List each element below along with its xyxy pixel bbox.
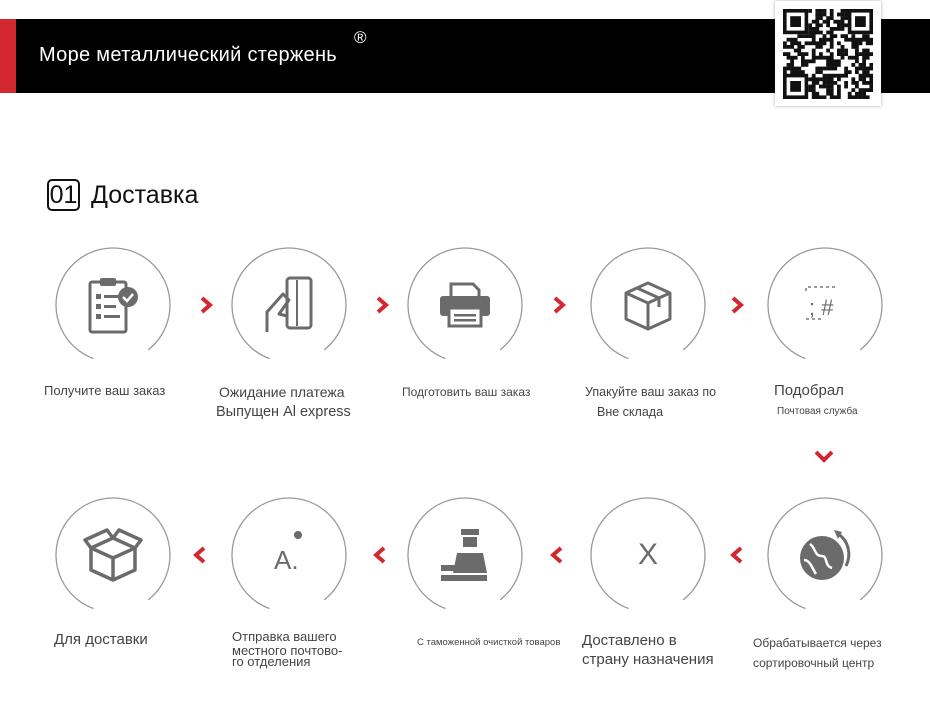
step-awaiting-payment <box>231 247 347 363</box>
post-office-text: A. <box>274 545 299 575</box>
chevron-right-icon <box>730 296 744 314</box>
step-for-delivery <box>55 497 171 613</box>
chevron-left-icon <box>550 546 564 564</box>
step-picked-up <box>767 247 883 363</box>
customs-officer-icon <box>407 497 523 613</box>
step-label: Обрабатывается через <box>753 636 882 650</box>
chevron-right-icon <box>552 296 566 314</box>
chevron-left-icon <box>730 546 744 564</box>
step-sublabel: местного почтово- <box>232 643 343 658</box>
step-sublabel: Вне склада <box>597 405 664 419</box>
step-pack-order <box>590 247 706 363</box>
step-label: Подготовить ваш заказ <box>402 385 531 399</box>
chevron-right-icon <box>199 296 213 314</box>
banner-accent-stripe <box>0 19 16 93</box>
package-box-icon <box>590 247 706 363</box>
step-delivered-country <box>590 497 706 613</box>
globe-icon <box>767 497 883 613</box>
step-label: Отправка вашего <box>232 629 337 644</box>
step-label: С таможенной очисткой товаров <box>417 637 561 648</box>
step-label: Упакуйте ваш заказ по <box>585 385 717 399</box>
card-in-hand-icon <box>231 247 347 363</box>
step-label: Ожидание платежа <box>219 384 345 400</box>
step-label: Подобрал <box>774 382 844 399</box>
step-label: Доставлено в <box>582 632 677 649</box>
chevron-down-icon <box>814 449 834 463</box>
step-sublabel: сортировочный центр <box>753 656 875 670</box>
step-sorting-center <box>767 497 883 613</box>
section-heading <box>47 176 198 214</box>
step-label: Для доставки <box>54 631 148 648</box>
registered-mark: ® <box>354 28 367 47</box>
parcel-tag-text: ; # <box>809 295 834 320</box>
step-receive-order <box>55 247 171 363</box>
qr-code-icon <box>783 9 873 99</box>
parcel-tag-icon <box>767 247 883 363</box>
step-sublabel: страну назначения <box>582 651 714 668</box>
destination-text: X <box>637 538 658 571</box>
post-office-icon <box>231 497 347 613</box>
step-sublabel: го отделения <box>232 654 311 669</box>
clipboard-check-icon <box>55 247 171 363</box>
step-label: Получите ваш заказ <box>44 383 166 398</box>
open-box-icon <box>55 497 171 613</box>
chevron-left-icon <box>193 546 207 564</box>
section-title: Доставка <box>91 180 199 209</box>
printer-icon <box>407 247 523 363</box>
section-number: 01 <box>47 179 80 211</box>
step-prepare-order <box>407 247 523 363</box>
product-title: Море металлический стержень <box>39 44 338 66</box>
qr-code[interactable] <box>775 1 881 106</box>
chevron-left-icon <box>373 546 387 564</box>
chevron-right-icon <box>375 296 389 314</box>
step-sublabel: Почтовая служба <box>777 406 858 417</box>
destination-icon <box>590 497 706 613</box>
step-local-post-office <box>231 497 347 613</box>
step-sublabel: Выпущен Al express <box>216 404 351 420</box>
step-customs <box>407 497 523 613</box>
